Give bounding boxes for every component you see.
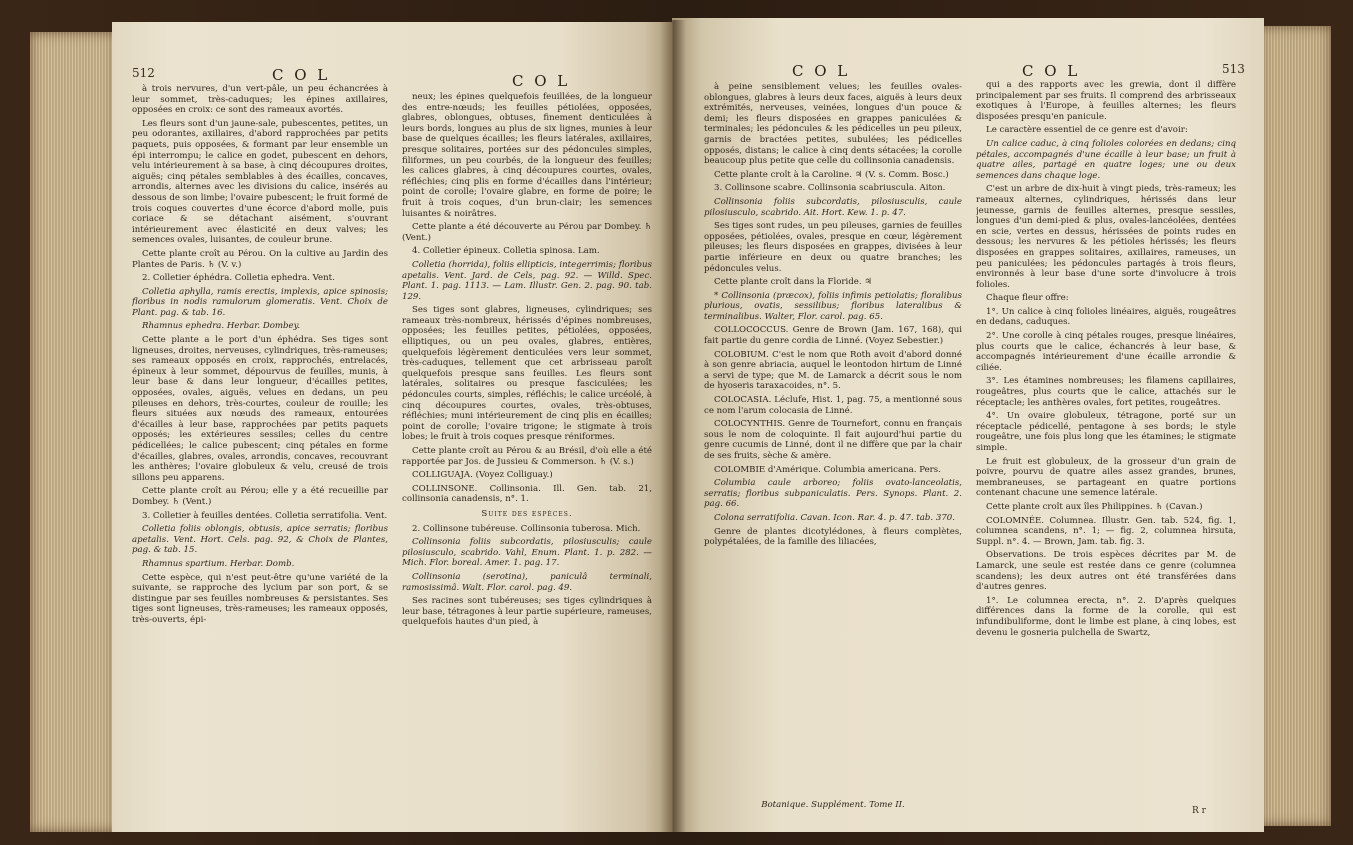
paragraph: COLOCASIA. Léclufe, Hist. 1, pag. 75, a mentionné sous ce nom l'arum colocasia de Linné. — [704, 395, 962, 416]
right-page-column-2 — [976, 80, 1236, 800]
paragraph: Cette plante croît au Pérou. On la cultive au Jardin des Plantes de Paris. ♄ (V. v.) — [132, 248, 388, 270]
page-edges-right — [1259, 26, 1331, 826]
paragraph: 3°. Les étamines nombreuses; les filamens capillaires, rougeâtres, plus courts que le calice, attachés sur le réceptacle; les anthères ovales, fort petites, rougeâtres. — [976, 376, 1236, 408]
paragraph: Les fleurs sont d'un jaune-sale, pubescentes, petites, un peu odorantes, axillaires, d'abord rapprochées par petits paquets, puis opposées, & formant par leur ensemble un épi interrompu; le calice en godet, pubescent en dehors, velu intérieurement à sa base, à cinq découpures droites, aiguës; cinq pétales semblables à des écailles, concaves, arrondis, alternes avec les divisions du calice, insérés au dessous de son limbe; l'ovaire pubescent; le fruit formé de trois coques couvertes d'une écorce d'abord molle, puis coriace & se détachant aisément, s'ouvrant intérieurement avec élasticité en deux valves; les semences ovales, luisantes, de couleur brune. — [132, 118, 388, 246]
paragraph: 1°. Le columnea erecta, n°. 2. D'après quelques différences dans la forme de la corolle, qui est infundibuliforme, dont le limbe est plane, à cinq lobes, est devenu le gosneria pulchella de Swartz, — [976, 595, 1236, 638]
paragraph: Cette plante croît dans la Floride. ♃ — [714, 277, 872, 288]
page-edges-left — [30, 32, 116, 832]
paragraph: 2. Colletier éphédra. Colletia ephedra. Vent. — [142, 273, 335, 284]
page-number-right: 513 — [1222, 62, 1245, 76]
page-footer — [704, 796, 962, 814]
paragraph: à trois nervures, d'un vert-pâle, un peu échancrées à leur sommet, très-caduques; les épines axillaires, opposées en croix: ce sont des rameaux avortés. — [132, 84, 388, 116]
signature-mark: R r — [1192, 806, 1206, 816]
paragraph: Colona serratifolia. Cavan. Icon. Rar. 4. p. 47. tab. 370. — [714, 512, 955, 523]
paragraph: Cette plante croît au Pérou & au Brésil, d'où elle a été rapportée par Jos. de Jussieu & Commerson. ♄ (V. s.) — [402, 446, 652, 467]
paragraph: 3. Collinsone scabre. Collinsonia scabriuscula. Aiton. — [714, 183, 946, 194]
paragraph: Observations. De trois espèces décrites par M. de Lamarck, une seule est restée dans ce genre (columnea scandens); les deux autres ont été transférées dans d'autres genres. — [976, 550, 1236, 593]
book-gutter — [660, 20, 686, 832]
running-header-left-1: C O L — [272, 66, 331, 84]
paragraph: COLLOCOCCUS. Genre de Brown (Jam. 167, 168), qui fait partie du genre cordia de Linné. (Voyez Sebestier.) — [704, 325, 962, 347]
paragraph: Le fruit est globuleux, de la grosseur d'un grain de poivre, pourvu de quatre ailes assez grandes, brunes, membraneuses, se partageant en quatre portions contenant chacune une semence latérale. — [976, 456, 1236, 499]
paragraph: 2°. Une corolle à cinq pétales rouges, presque linéaires, plus courts que le calice, échancrés à leur base, & accompagnés intérieurement d'une écaille arrondie & ciliée. — [976, 331, 1236, 373]
paragraph: Ses tiges sont glabres, ligneuses, cylindriques; ses rameaux très-nombreux, hérissés d'épines nombreuses, opposées; les feuilles petites, pétiolées, opposées, elliptiques, ou un peu ovales, glabres, entières, quelquefois légèrement denticulées vers leur sommet, très-caduques, tellement que cet arbrisseau paroît quelquefois presque sans feuilles. Les fleurs sont latérales, solitaires ou presque fasciculées; les pédoncules courts, simples, réfléchis; le calice urcéolé, à cinq découpures courtes, ovales, très-obtuses, réfléchies; muni intérieurement de cinq plis en écailles; point de corolle; l'ovaire trigone; le stigmate à trois lobes; le fruit à trois coques presque réniformes. — [402, 305, 652, 443]
left-page — [112, 22, 672, 832]
paragraph: 4°. Un ovaire globuleux, tétragone, porté sur un réceptacle pédicellé, pentagone à ses bords; le style rougeâtre, une fois plus long que les étamines; le stigmate simple. — [976, 411, 1236, 453]
paragraph: COLLINSONE. Collinsonia. Ill. Gen. tab. 21, collinsonia canadensis, n°. 1. — [402, 483, 652, 505]
paragraph: Columbia caule arboreo; foliis ovato-lanceolatis, serratis; floribus subpaniculatis. Pers. Synops. Plant. 2. pag. 66. — [704, 478, 962, 510]
paragraph: 2. Collinsone tubéreuse. Collinsonia tuberosa. Mich. — [412, 523, 641, 534]
running-header-left-2: C O L — [512, 72, 571, 90]
right-page-column-1 — [704, 82, 962, 792]
paragraph: Cette plante a le port d'un éphédra. Ses tiges sont ligneuses, droites, nerveuses, cylindriques, très-rameuses; ses rameaux opposés en croix, rapprochés, entrelacés, épineux à leur sommet, dépourvus de feuilles, munis, à leur base & dans leur longueur, d'écailles petites, opposées, ovales, aiguës, velues en dedans, un peu pileuses en dehors, très-courtes, couleur de rouille; les fleurs situées aux nœuds des rameaux, entourées d'écailles à leur base, rapprochées par petits paquets opposés; les extérieures sessiles; celles du centre pédicellées; le calice pubescent; cinq pétales en forme d'écailles, glabres, ovales, arrondis, concaves, recouvrant les anthères; l'ovaire globuleux & velu, creusé de trois sillons peu apparens. — [132, 335, 388, 483]
paragraph: COLOCYNTHIS. Genre de Tournefort, connu en français sous le nom de coloquinte. Il fait aujourd'hui partie du genre cucumis de Linné, dont il ne diffère que par la chair de ses fruits, sèche & amère. — [704, 419, 962, 461]
paragraph: Rhamnus ephedra. Herbar. Dombey. — [142, 321, 301, 332]
paragraph: 1°. Un calice à cinq folioles linéaires, aiguës, rougeâtres en dedans, caduques. — [976, 306, 1236, 328]
paragraph: Cette plante croît aux îles Philippines. ♄ (Cavan.) — [986, 501, 1203, 512]
paragraph: COLOMNÉE. Columnea. Illustr. Gen. tab. 524, fig. 1, columnea scandens, n°. 1; — fig. 2, columnea hirsuta, Suppl. n°. 4. — Brown, Jam. tab. fig. 3. — [976, 515, 1236, 547]
paragraph: Cette plante croît à la Caroline. ♃ (V. s. Comm. Bosc.) — [714, 169, 949, 180]
footer-text: Botanique. Supplément. Tome II. — [761, 800, 905, 810]
right-page — [672, 18, 1264, 832]
paragraph: 4. Colletier épineux. Colletia spinosa. Lam. — [412, 246, 600, 257]
paragraph: Collinsonia (serotina), paniculâ terminali, ramosissimâ. Walt. Flor. carol. pag. 49. — [402, 571, 652, 593]
paragraph: Ses racines sont tubéreuses; ses tiges cylindriques à leur base, tétragones à leur partie supérieure, rameuses, quelquefois hautes d'un pied, à — [402, 596, 652, 628]
paragraph: * Collinsonia (præcox), foliis infimis petiolatis; floralibus plurious, ovatis, sessilibus; floribus lateralibus & terminalibus. Walter, Flor. carol. pag. 65. — [704, 290, 962, 322]
paragraph: C'est un arbre de dix-huit à vingt pieds, très-rameux; les rameaux alternes, cylindriques, hérissés dans leur jeunesse, garnis de feuilles alternes, presque sessiles, longues d'un demi-pied & plus, ovales-lancéolées, dentées en scie, vertes en dessus, hérissées de points rudes en dessous; les nervures & les pétioles hérissés; les fleurs disposées en grappes solitaires, axillaires, rameuses, un peu paniculées; les pédoncules partagés à trois fleurs, environnés à leur base d'une sorte d'involucre à trois folioles. — [976, 184, 1236, 290]
paragraph: COLOMBIE d'Amérique. Columbia americana. Pers. — [714, 464, 941, 475]
paragraph: Cette plante a été découverte au Pérou par Dombey. ♄ (Vent.) — [402, 222, 652, 243]
left-page-column-2 — [402, 92, 652, 824]
paragraph: Un calice caduc, à cinq folioles colorées en dedans; cinq pétales, accompagnés d'une écaille à leur base; un fruit à quatre ailes, partagé en quatre loges; une ou deux semences dans chaque loge. — [976, 138, 1236, 181]
paragraph: neux; les épines quelquefois feuillées, de la longueur des entre-nœuds; les feuilles pétiolées, opposées, glabres, oblongues, obtuses, finement denticulées à leurs bords, longues au plus de six lignes, munies à leur base de quelques écailles; les fleurs latérales, axillaires, presque solitaires, portées sur des pédoncules simples, filiformes, un peu courbés, de la longueur des feuilles; les calices glabres, à cinq découpures courtes, ovales, réfléchies; cinq plis en forme d'écailles dans l'intérieur; point de corolle; l'ovaire glabre, en forme de poire; le fruit à trois coques, d'un brun-clair; les semences luisantes & noirâtres. — [402, 92, 652, 219]
paragraph: COLLIGUAJA. (Voyez Colliguay.) — [412, 470, 553, 481]
paragraph: Cette espèce, qui n'est peut-être qu'une variété de la suivante, se rapproche des lycium par son port, & se distingue par ses feuilles nombreuses & persistantes. Ses tiges sont ligneuses, très-rameuses; les rameaux opposés, très-ouverts, épi- — [132, 572, 388, 625]
paragraph: Rhamnus spartium. Herbar. Domb. — [142, 558, 295, 569]
page-number-left: 512 — [132, 66, 155, 80]
paragraph: Collinsonia foliis subcordatis, pilosiusculis; caule pilosiusculo, scabrido. Vahl, Enum. Plant. 1. p. 282. — Mich. Flor. boreal. Amer. 1. pag. 17. — [402, 537, 652, 569]
paragraph: Chaque fleur offre: — [986, 293, 1069, 304]
running-header-right-1: C O L — [792, 62, 851, 80]
paragraph: COLOBIUM. C'est le nom que Roth avoit d'abord donné à son genre abriacia, auquel le leontodon hirtum de Linné a servi de type; que M. de Lamarck a décrit sous le nom de hyoseris taraxacoides, n°. 5. — [704, 349, 962, 392]
paragraph: Collinsonia foliis subcordatis, pilosiusculis, caule pilosiusculo, scabrido. Ait. Hort. Kew. 1. p. 47. — [704, 196, 962, 218]
paragraph: Colletia foliis oblongis, obtusis, apice serratis; floribus apetalis. Vent. Hort. Cels. pag. 92, & Choix de Plantes, pag. & tab. 15. — [132, 524, 388, 556]
left-page-column-1 — [132, 84, 388, 824]
paragraph: qui a des rapports avec les grewia, dont il diffère principalement par ses fruits. Il comprend des arbrisseaux exotiques à l'Europe, à feuilles alternes; les fleurs disposées presqu'en panicule. — [976, 80, 1236, 122]
paragraph: 3. Colletier à feuilles dentées. Colletia serratifolia. Vent. — [142, 510, 388, 521]
paragraph: Le caractère essentiel de ce genre est d'avoir: — [986, 125, 1188, 136]
paragraph: Genre de plantes dicotylédones, à fleurs complètes, polypétalées, de la famille des liliacées, — [704, 526, 962, 548]
paragraph: Colletia (horrida), foliis ellipticis, integerrimis; floribus apetalis. Vent. Jard. de Cels, pag. 92. — Willd. Spec. Plant. 1. pag. 1113. — Lam. Illustr. Gen. 2. pag. 90. tab. 129. — [402, 259, 652, 302]
paragraph: Cette plante croît au Pérou; elle y a été recueillie par Dombey. ♄ (Vent.) — [132, 486, 388, 507]
paragraph: à peine sensiblement velues; les feuilles ovales-oblongues, glabres à leurs deux faces, aiguës à leurs deux extrémités, nerveuses, veinées, longues d'un pouce & demi; les fleurs disposées en grappes paniculées & terminales; les pédoncules & les pédicelles un peu pileux, garnis de bractées petites, subulées; les pédicelles opposés, distans; le calice à cinq dents sétacées; la corolle beaucoup plus petite que celle du collinsonia canadensis. — [704, 82, 962, 167]
paragraph: Colletia aphylla, ramis erectis, implexis, apice spinosis; floribus in nodis ramulorum glomeratis. Vent. Choix de Plant. pag. & tab. 16. — [132, 286, 388, 318]
paragraph: Ses tiges sont rudes, un peu pileuses, garnies de feuilles opposées, pétiolées, ovales, presque en cœur, légèrement pileuses; les fleurs disposées en grappes, divisées à leur partie inférieure en deux ou quatre branches; les pédoncules velus. — [704, 221, 962, 274]
section-heading: Suite des espèces. — [481, 508, 573, 519]
running-header-right-2: C O L — [1022, 62, 1081, 80]
